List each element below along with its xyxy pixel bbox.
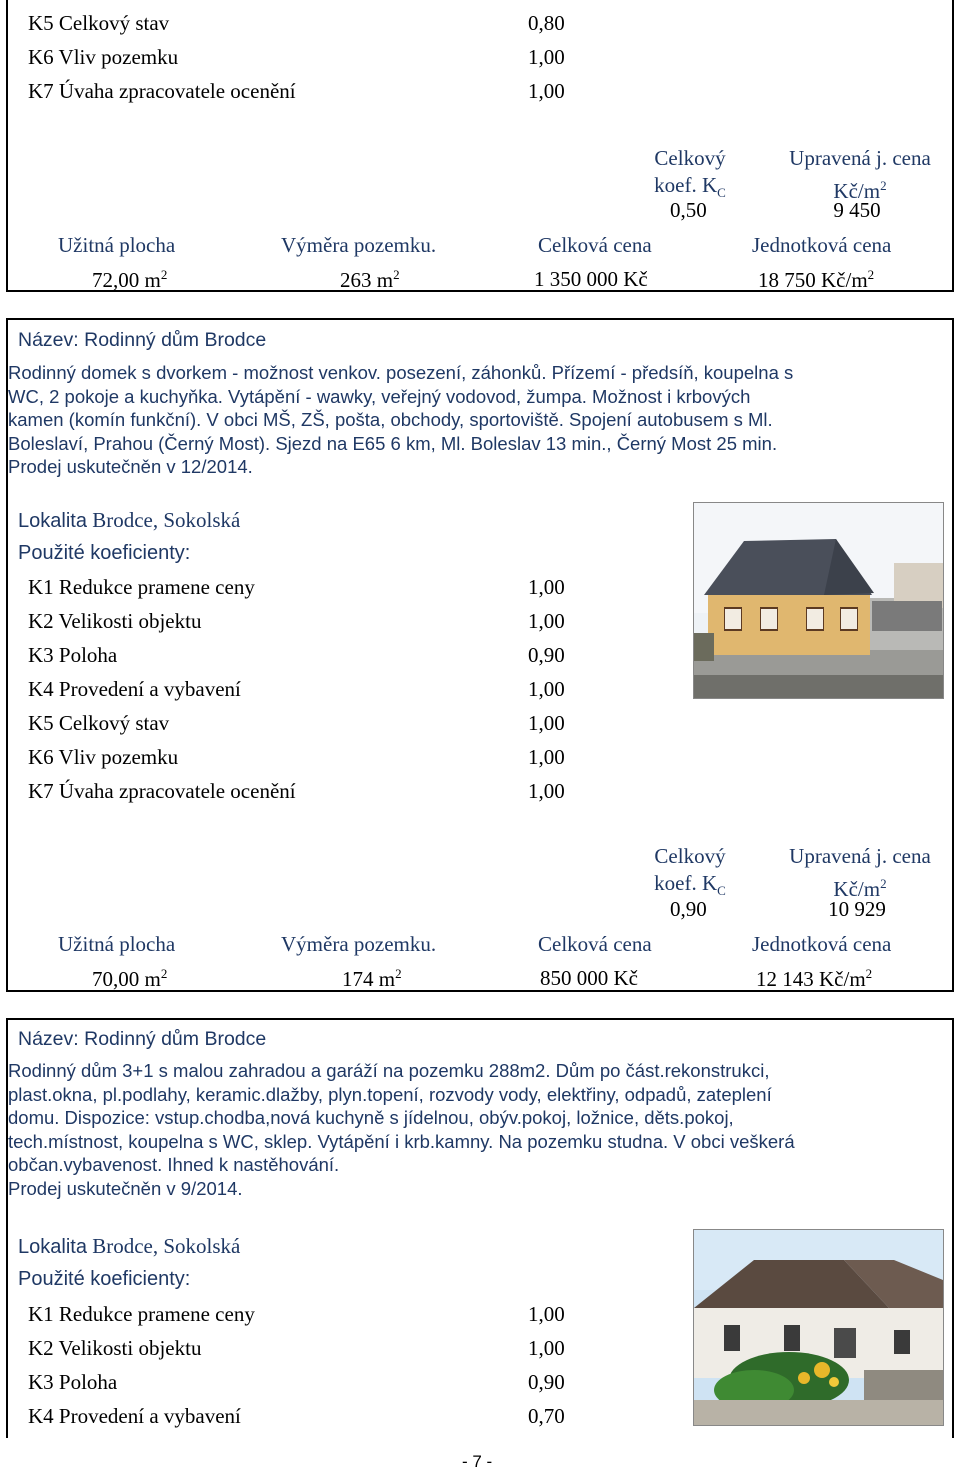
upravena-cena-value: 10 929 (828, 897, 886, 921)
coef-k6-name: K6 Vliv pozemku (28, 745, 179, 769)
coef-k6-name: K6 Vliv pozemku (28, 45, 179, 69)
coef-k4-value: 1,00 (528, 677, 565, 701)
header-jednotkova-cena: Jednotková cena (752, 233, 892, 257)
koef-label: Použité koeficienty: (18, 1268, 191, 1290)
coef-k7-value: 1,00 (528, 79, 565, 103)
value-uzitna-plocha: 70,00 $m^2$ (92, 966, 168, 991)
coef-k6-value: 1,00 (528, 45, 565, 69)
coef-k3-value: 0,90 (528, 1370, 565, 1394)
house-photo (693, 502, 944, 699)
value-celkova-cena: 850 000 Kč (540, 966, 638, 990)
coef-k3-name: K3 Poloha (28, 643, 118, 667)
coef-k4-value: 0,70 (528, 1404, 565, 1428)
upravena-cena-label: Upravená j. cena $Kč/m^2$ (789, 146, 931, 203)
value-celkova-cena: 1 350 000 Kč (534, 267, 648, 291)
coef-k6-value: 1,00 (528, 745, 565, 769)
listing-title: Název: Rodinný dům Brodce (18, 329, 267, 351)
listing-title: Název: Rodinný dům Brodce (18, 1028, 267, 1050)
value-jednotkova-cena: 12 143 $Kč/m^2$ (756, 966, 873, 991)
celkovy-koef-value: 0,50 (670, 198, 707, 222)
coef-k7-value: 1,00 (528, 779, 565, 803)
coef-k2-name: K2 Velikosti objektu (28, 1336, 202, 1360)
koef-label: Použité koeficienty: (18, 542, 191, 564)
upravena-cena-value: 9 450 (833, 198, 881, 222)
celkovy-koef-value: 0,90 (670, 897, 707, 921)
header-uzitna-plocha: Užitná plocha (58, 932, 176, 956)
celkovy-koef-label: Celkový koef. $K_C$ (654, 146, 726, 201)
header-celkova-cena: Celková cena (538, 233, 652, 257)
celkovy-koef-label: Celkový koef. $K_C$ (654, 844, 726, 899)
coef-k5-name: K5 Celkový stav (28, 11, 170, 35)
coef-k5-value: 0,80 (528, 11, 565, 35)
coef-k7-name: K7 Úvaha zpracovatele ocenění (28, 79, 296, 103)
listing-description: Rodinný dům 3+1 s malou zahradou a garáží na pozemku 288m2. Dům po část.rekonstrukci, plast.okna, pl.podlahy, keramic.dlažby, plyn.topení, rozvody vody, elektřiny, odpadů, zateplení domu. Dispozice: vstup.chodba,nová kuchyně s jídelnou, obýv.pokoj, ložnice, děts.pokoj, tech.místnost, koupelna s WC, sklep. Vytápění i krb.kamny. Na pozemku studna. V obci veškerá občan.vybavenost. Ihned k nastěhování. Prodej uskutečněn v 9/2014. (8, 1060, 795, 1199)
header-vymera-pozemku: Výměra pozemku. (281, 233, 437, 257)
lokalita: Lokalita Brodce, Sokolská (18, 508, 241, 532)
value-uzitna-plocha: 72,00 $m^2$ (92, 267, 168, 292)
coef-k1-value: 1,00 (528, 575, 565, 599)
coef-k5-name: K5 Celkový stav (28, 711, 170, 735)
header-jednotkova-cena: Jednotková cena (752, 932, 892, 956)
coef-k2-name: K2 Velikosti objektu (28, 609, 202, 633)
coef-k2-value: 1,00 (528, 1336, 565, 1360)
value-jednotkova-cena: 18 750 $Kč/m^2$ (758, 267, 875, 292)
lokalita: Lokalita Brodce, Sokolská (18, 1234, 241, 1258)
value-vymera-pozemku: 174 $m^2$ (342, 966, 402, 991)
coef-k5-value: 1,00 (528, 711, 565, 735)
coef-k4-name: K4 Provedení a vybavení (28, 677, 241, 701)
listing-description: Rodinný domek s dvorkem - možnost venkov. posezení, záhonků. Přízemí - předsíň, koupelna s WC, 2 pokoje a kuchyňka. Vytápění - wawky, veřejný vodovod, žumpa. Možnost i krbových kamen (komín funkční). V obci MŠ, ZŠ, pošta, obchody, sportoviště. Spojení autobusem s Ml. Boleslaví, Prahou (Černý Most). Sjezd na E65 6 km, Ml. Boleslav 13 min., Černý Most 25 min. Prodej uskutečněn v 12/2014. (8, 362, 794, 477)
header-celkova-cena: Celková cena (538, 932, 652, 956)
coef-k1-value: 1,00 (528, 1302, 565, 1326)
coef-k4-name: K4 Provedení a vybavení (28, 1404, 241, 1428)
coef-k1-name: K1 Redukce pramene ceny (28, 575, 255, 599)
coef-k3-name: K3 Poloha (28, 1370, 118, 1394)
coef-k7-name: K7 Úvaha zpracovatele ocenění (28, 779, 296, 803)
page-number: - 7 - (462, 1452, 493, 1471)
value-vymera-pozemku: 263 $m^2$ (340, 267, 400, 292)
header-uzitna-plocha: Užitná plocha (58, 233, 176, 257)
coef-k2-value: 1,00 (528, 609, 565, 633)
header-vymera-pozemku: Výměra pozemku. (281, 932, 437, 956)
coef-k3-value: 0,90 (528, 643, 565, 667)
upravena-cena-label: Upravená j. cena $Kč/m^2$ (789, 844, 931, 901)
coef-k1-name: K1 Redukce pramene ceny (28, 1302, 255, 1326)
house-photo (693, 1229, 944, 1426)
